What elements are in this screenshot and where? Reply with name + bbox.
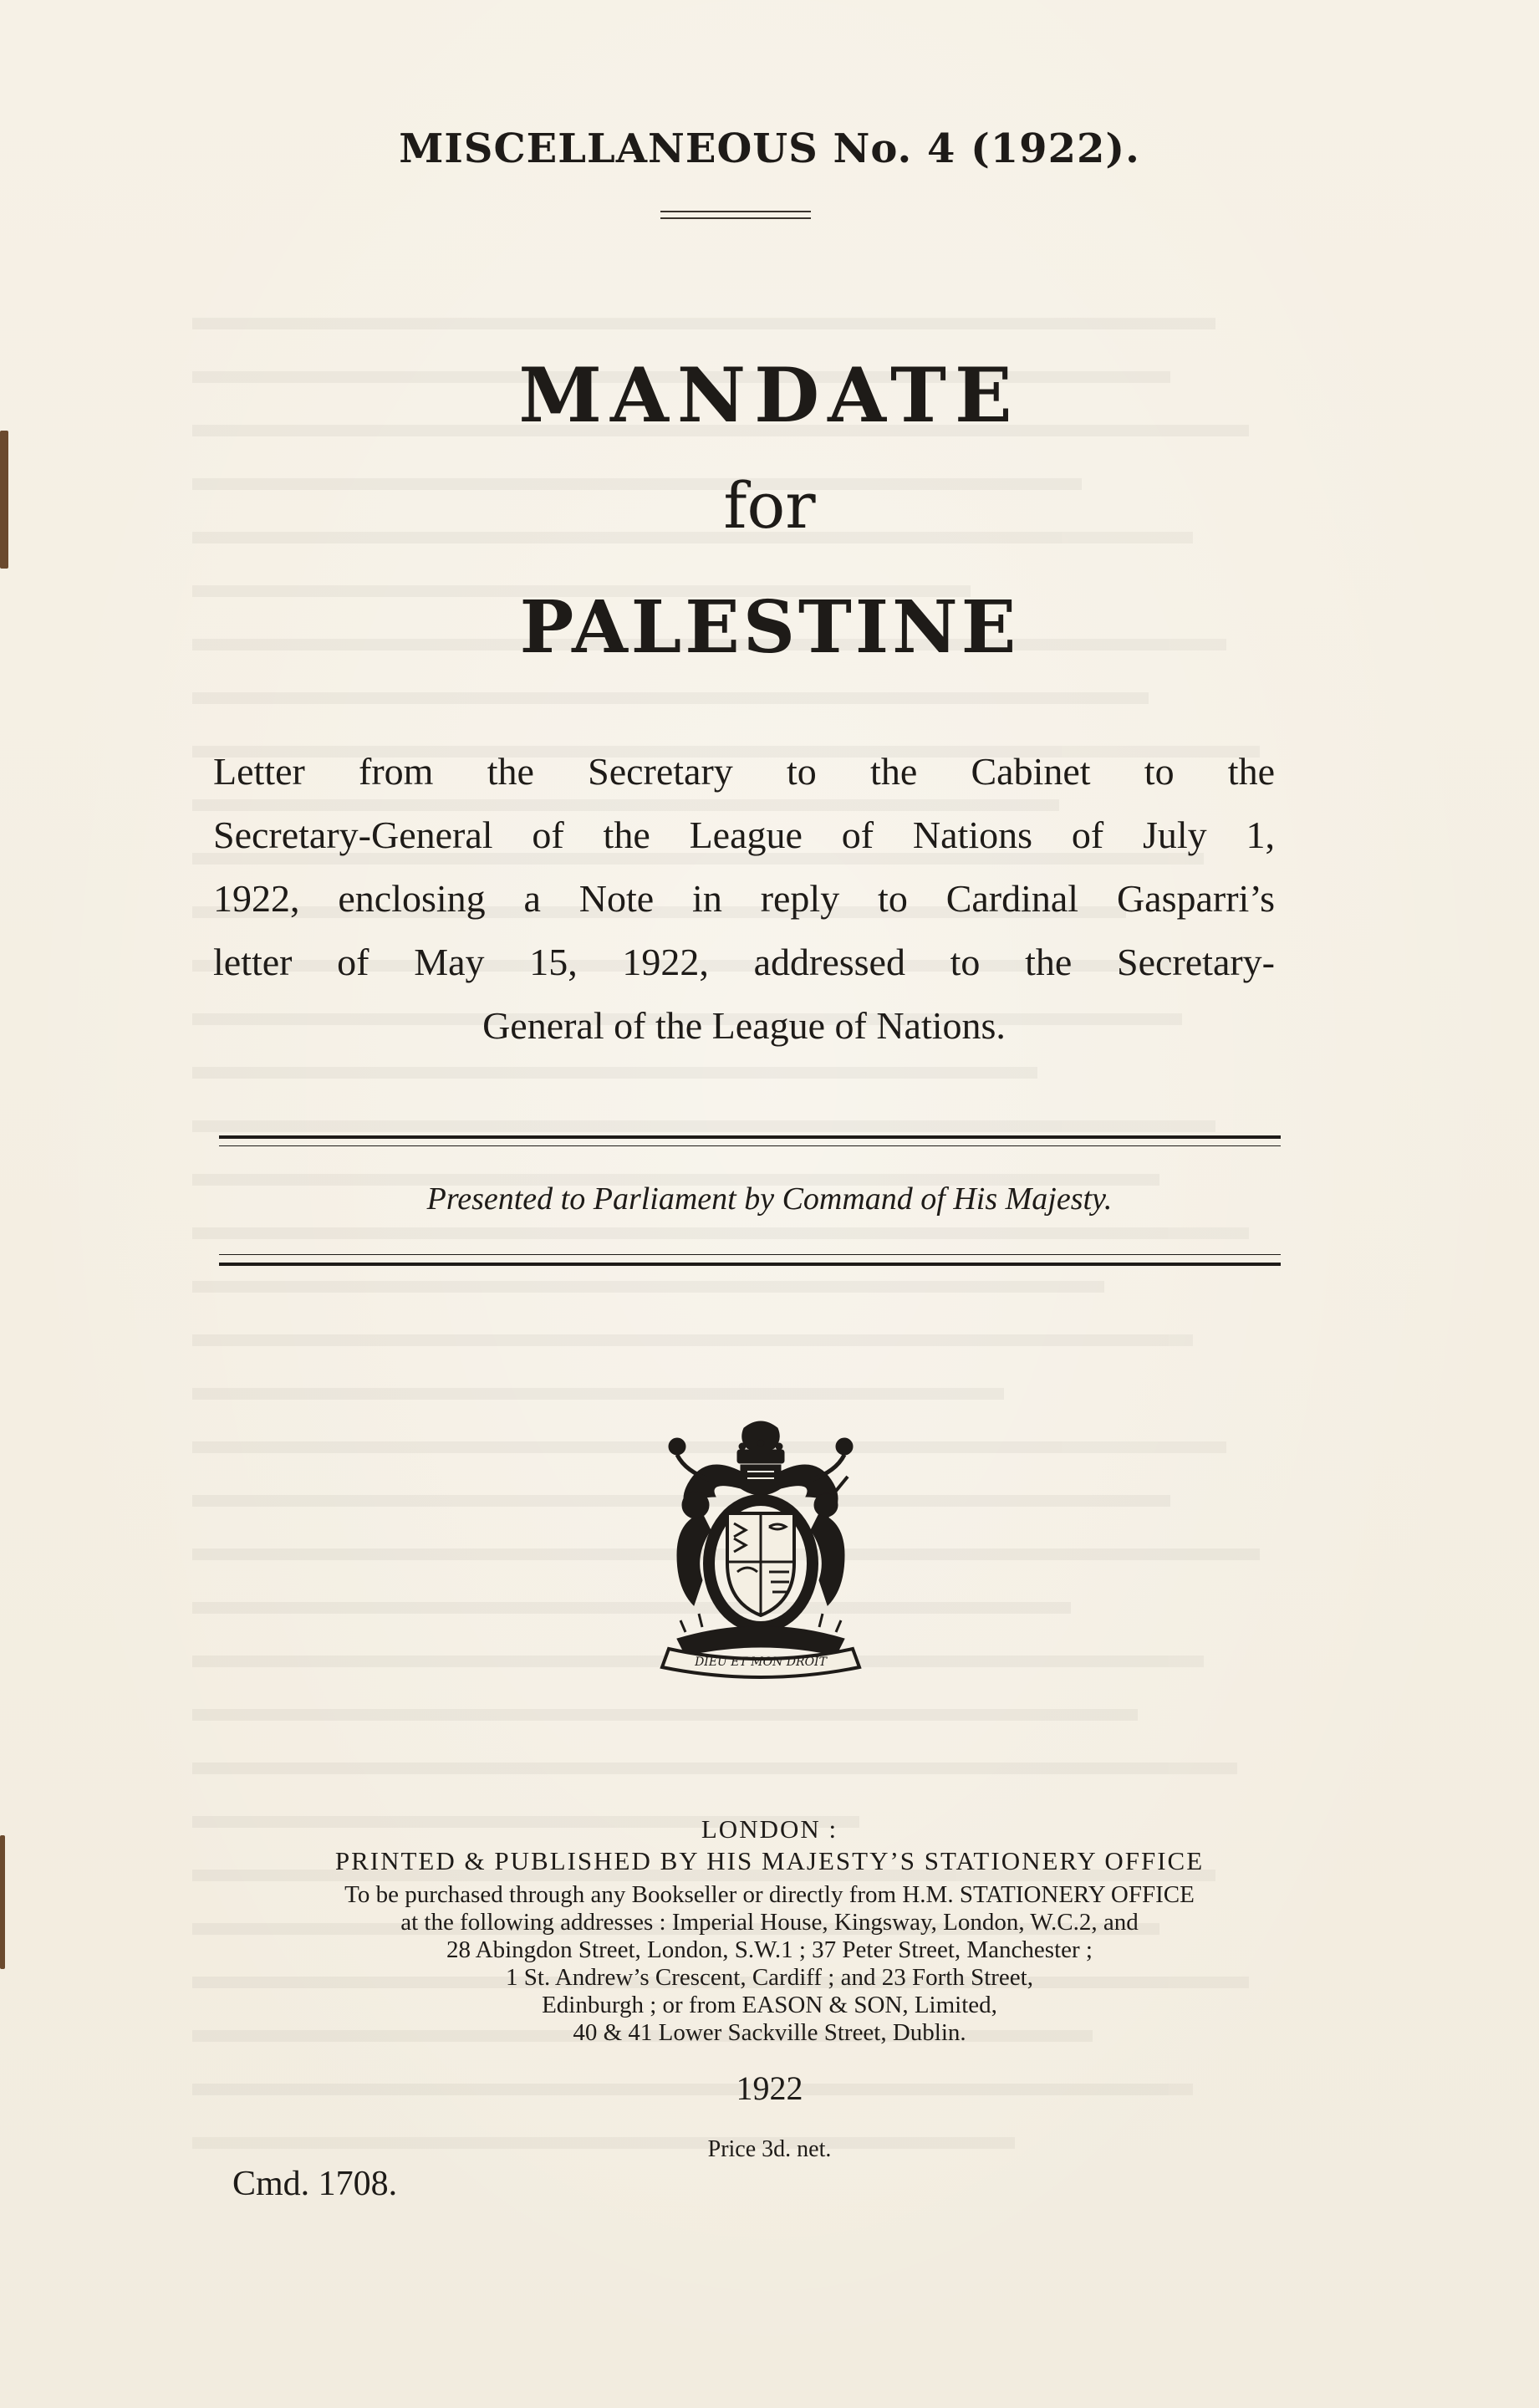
address-line: 1 St. Andrew’s Crescent, Cardiff ; and 23 Forth Street, bbox=[506, 1964, 1033, 1991]
price-label: Price 3d. net. bbox=[707, 2136, 832, 2162]
motto-text: DIEU ET MON DROIT bbox=[695, 1656, 827, 1669]
divider-thick bbox=[219, 1263, 1281, 1266]
divider-thick bbox=[219, 1135, 1281, 1139]
command-number: Cmd. 1708. bbox=[232, 2165, 398, 2203]
description-paragraph bbox=[213, 740, 1275, 1058]
description-line: 1922, enclosing a Note in reply to Cardinal Gasparri’s bbox=[213, 877, 1275, 920]
description-line: Letter from the Secretary to the Cabinet to the bbox=[213, 750, 1275, 793]
royal-coat-of-arms-icon bbox=[644, 1413, 878, 1681]
address-line: 40 & 41 Lower Sackville Street, Dublin. bbox=[573, 2019, 966, 2046]
title-for: for bbox=[723, 468, 816, 543]
address-line: Edinburgh ; or from EASON & SON, Limited, bbox=[542, 1992, 997, 2018]
address-line: at the following addresses : Imperial House, Kingsway, London, W.C.2, and bbox=[400, 1909, 1139, 1936]
title-palestine: PALESTINE bbox=[519, 585, 1020, 670]
address-line: 28 Abingdon Street, London, S.W.1 ; 37 Peter Street, Manchester ; bbox=[446, 1936, 1093, 1963]
divider-thin bbox=[219, 1254, 1281, 1255]
address-line: To be purchased through any Bookseller or directly from H.M. STATIONERY OFFICE bbox=[344, 1881, 1195, 1908]
title-mandate: MANDATE bbox=[518, 351, 1021, 440]
series-heading: MISCELLANEOUS No. 4 (1922). bbox=[399, 125, 1140, 172]
presented-line: Presented to Parliament by Command of His Majesty. bbox=[426, 1181, 1113, 1217]
divider bbox=[660, 217, 811, 219]
imprint-publisher: PRINTED & PUBLISHED BY HIS MAJESTY’S STATIONERY OFFICE bbox=[334, 1846, 1205, 1875]
description-line: Secretary-General of the League of Nations of July 1, bbox=[213, 814, 1275, 856]
description-line: General of the League of Nations. bbox=[482, 1004, 1006, 1047]
divider bbox=[660, 211, 811, 212]
imprint-addresses bbox=[0, 1881, 1539, 2047]
description-line: letter of May 15, 1922, addressed to the Secretary- bbox=[213, 941, 1275, 983]
divider-thin bbox=[219, 1145, 1281, 1146]
publication-year: 1922 bbox=[736, 2069, 803, 2107]
imprint-city: LONDON : bbox=[701, 1814, 838, 1844]
